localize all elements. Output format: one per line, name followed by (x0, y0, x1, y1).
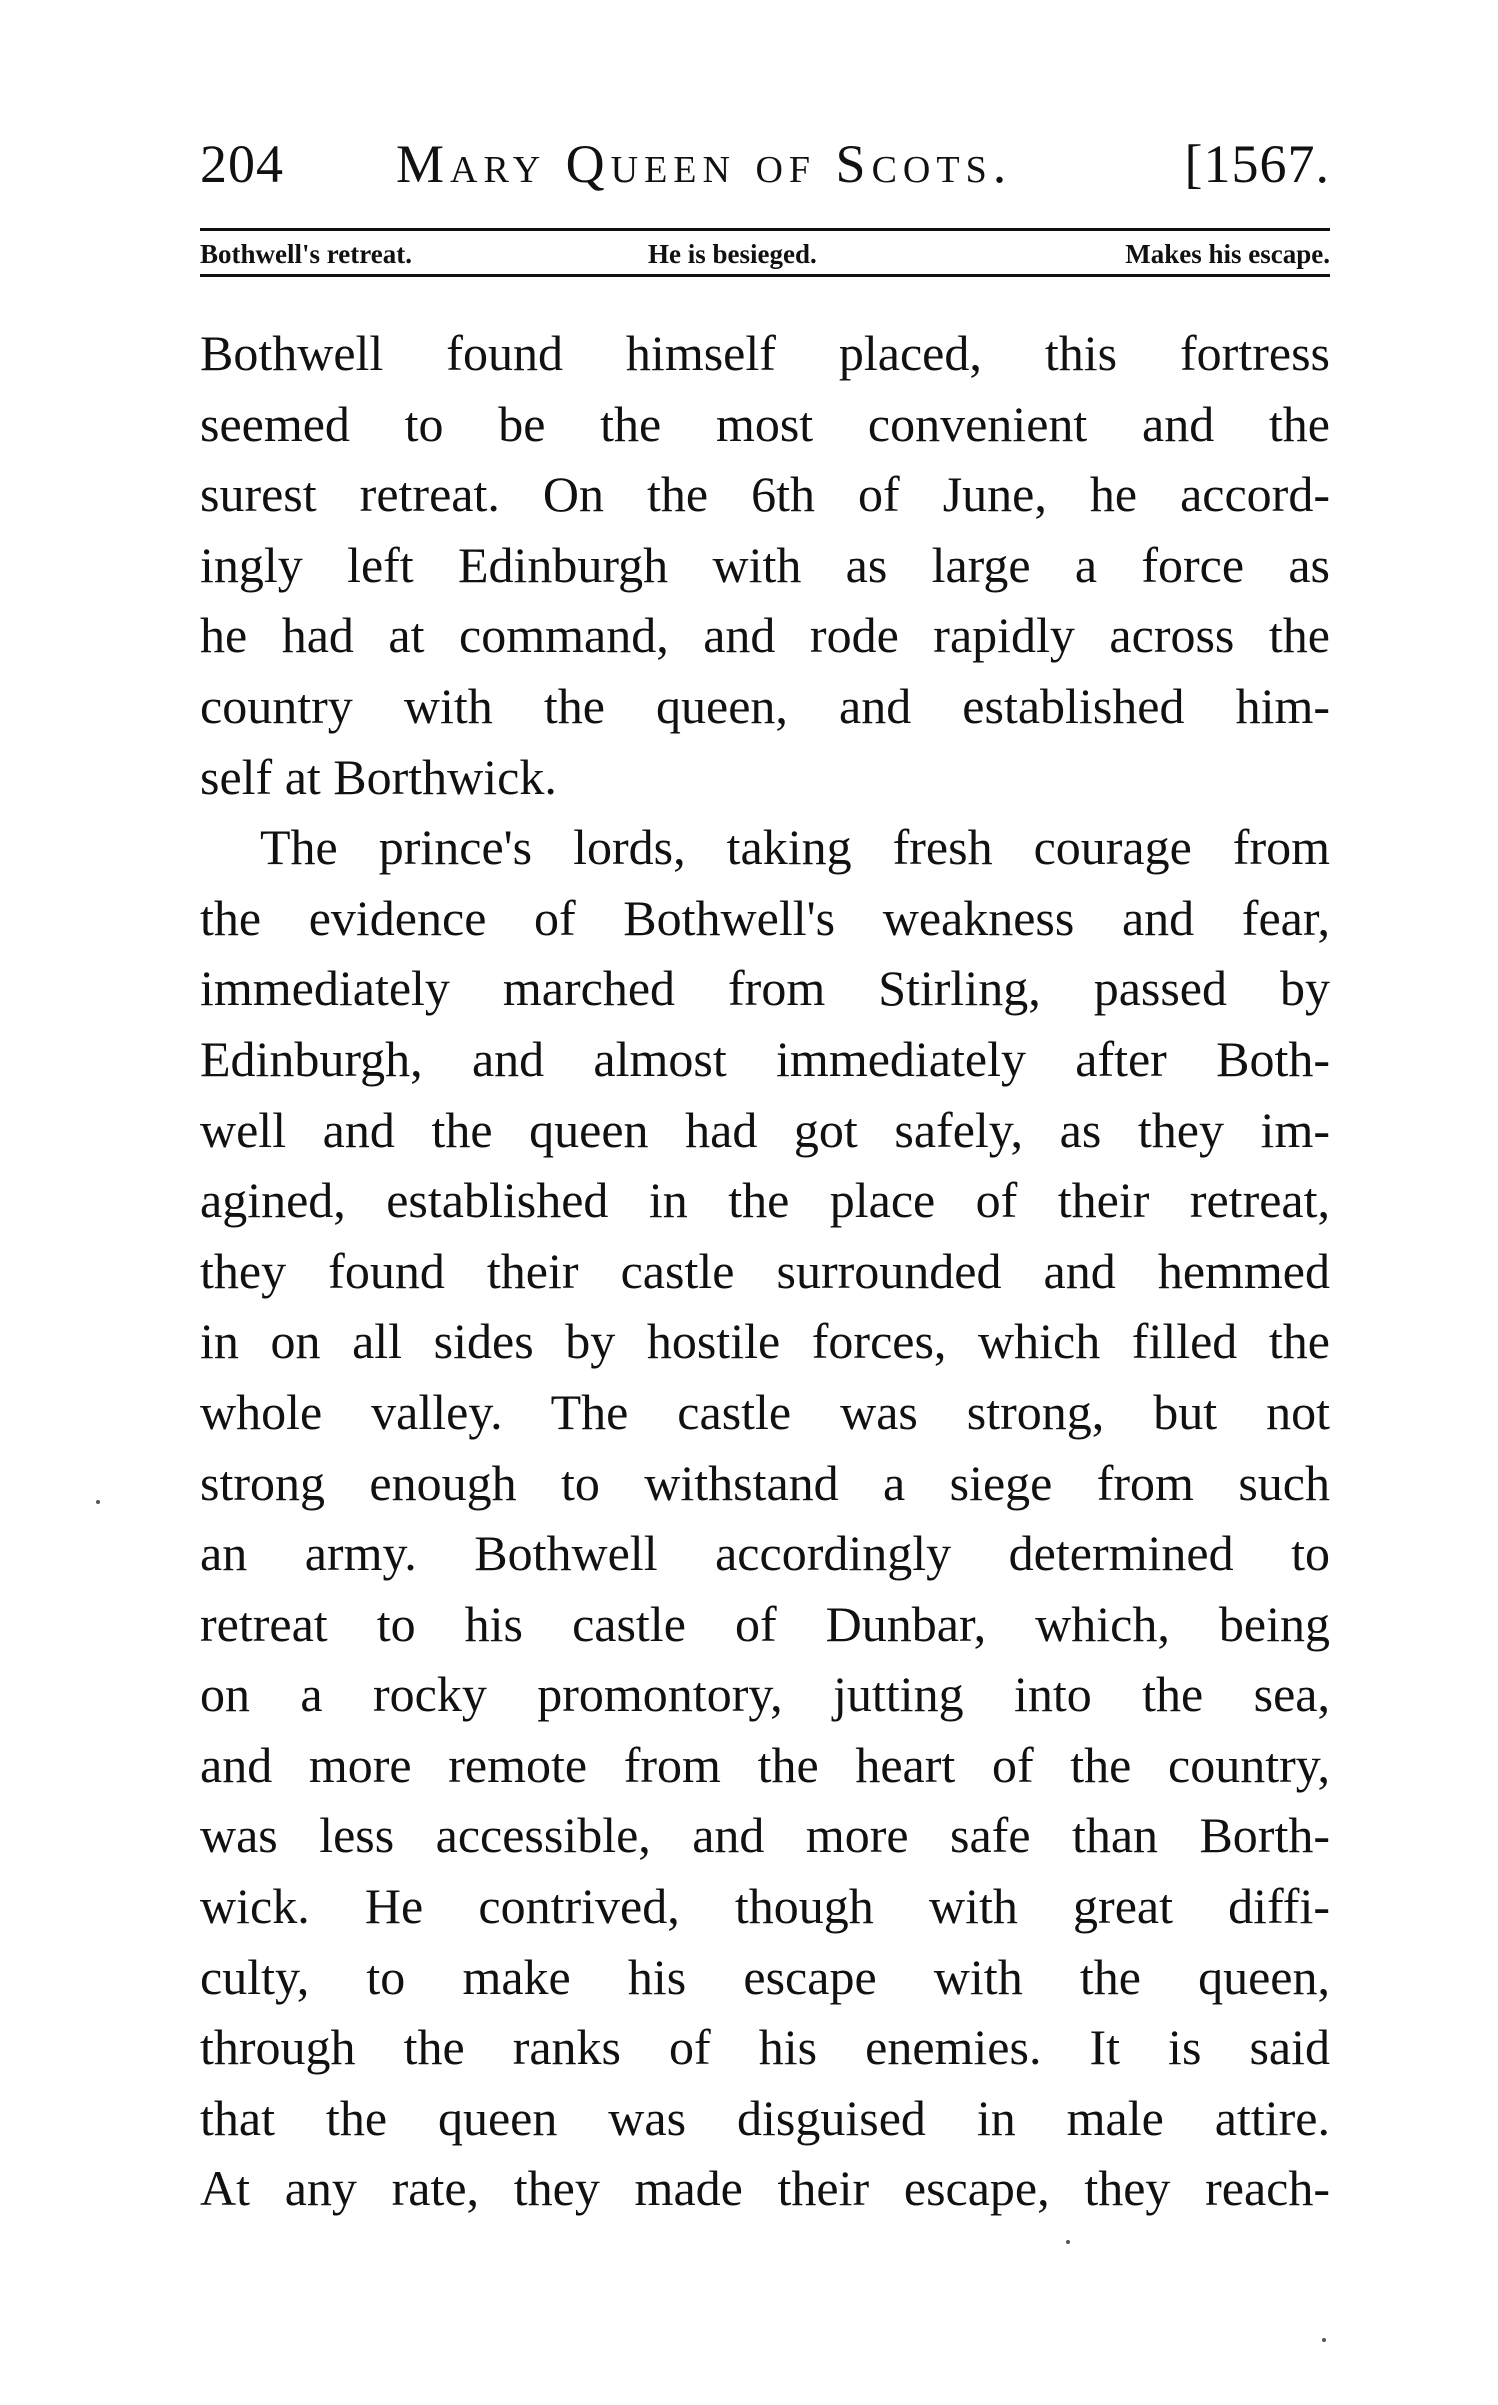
text-line: country with the queen, and established him- (200, 677, 1330, 734)
paragraph (200, 318, 1330, 812)
text-line: strong enough to withstand a siege from such (200, 1454, 1330, 1511)
text-line: that the queen was disguised in male attire. (200, 2089, 1330, 2146)
running-head (200, 128, 1330, 200)
text-line: Bothwell found himself placed, this fortress (200, 325, 1330, 381)
text-line: At any rate, they made their escape, they reach- (200, 2160, 1330, 2217)
book-title: Mary Queen of Scots. (396, 134, 1013, 194)
text-line: well and the queen had got safely, as they im- (200, 1101, 1330, 1158)
text-line: culty, to make his escape with the queen, (200, 1948, 1330, 2005)
text-line: he had at command, and rode rapidly across the (200, 607, 1330, 664)
scan-speck (1066, 2240, 1070, 2244)
text-line: and more remote from the heart of the country, (200, 1736, 1330, 1793)
marginal-heading: Bothwell's retreat. (200, 239, 412, 269)
text-line: on a rocky promontory, jutting into the sea, (200, 1666, 1330, 1723)
body-text (200, 318, 1330, 2224)
text-line: seemed to be the most convenient and the (200, 395, 1330, 452)
text-line: in on all sides by hostile forces, which filled the (200, 1313, 1330, 1370)
text-line: an army. Bothwell accordingly determined to (200, 1525, 1330, 1582)
text-line: retreat to his castle of Dunbar, which, being (200, 1595, 1330, 1652)
header-rule-bottom (200, 274, 1330, 277)
text-line: through the ranks of his enemies. It is said (200, 2019, 1330, 2076)
scan-speck (96, 1500, 100, 1504)
text-line: was less accessible, and more safe than Borth- (200, 1807, 1330, 1864)
text-line: whole valley. The castle was strong, but not (200, 1383, 1330, 1440)
marginal-headings (200, 236, 1330, 272)
marginal-heading: Makes his escape. (1125, 239, 1330, 269)
paragraph (200, 812, 1330, 2224)
text-line: ingly left Edinburgh with as large a force as (200, 536, 1330, 593)
text-line: self at Borthwick. (200, 748, 557, 805)
marginal-heading: He is besieged. (648, 239, 817, 269)
year-marker: [1567. (1184, 134, 1330, 194)
text-line: agined, established in the place of their retreat, (200, 1172, 1330, 1229)
text-line: The prince's lords, taking fresh courage from (260, 819, 1330, 876)
page-number: 204 (200, 134, 284, 194)
text-line: surest retreat. On the 6th of June, he accord- (200, 466, 1330, 523)
text-line: wick. He contrived, though with great diffi- (200, 1878, 1330, 1935)
text-line: the evidence of Bothwell's weakness and fear, (200, 889, 1330, 946)
header-rule-top (200, 228, 1330, 231)
text-line: they found their castle surrounded and hemmed (200, 1242, 1330, 1299)
scan-speck (1322, 2338, 1326, 2342)
text-line: immediately marched from Stirling, passed by (200, 960, 1330, 1017)
text-line: Edinburgh, and almost immediately after Both- (200, 1030, 1330, 1087)
